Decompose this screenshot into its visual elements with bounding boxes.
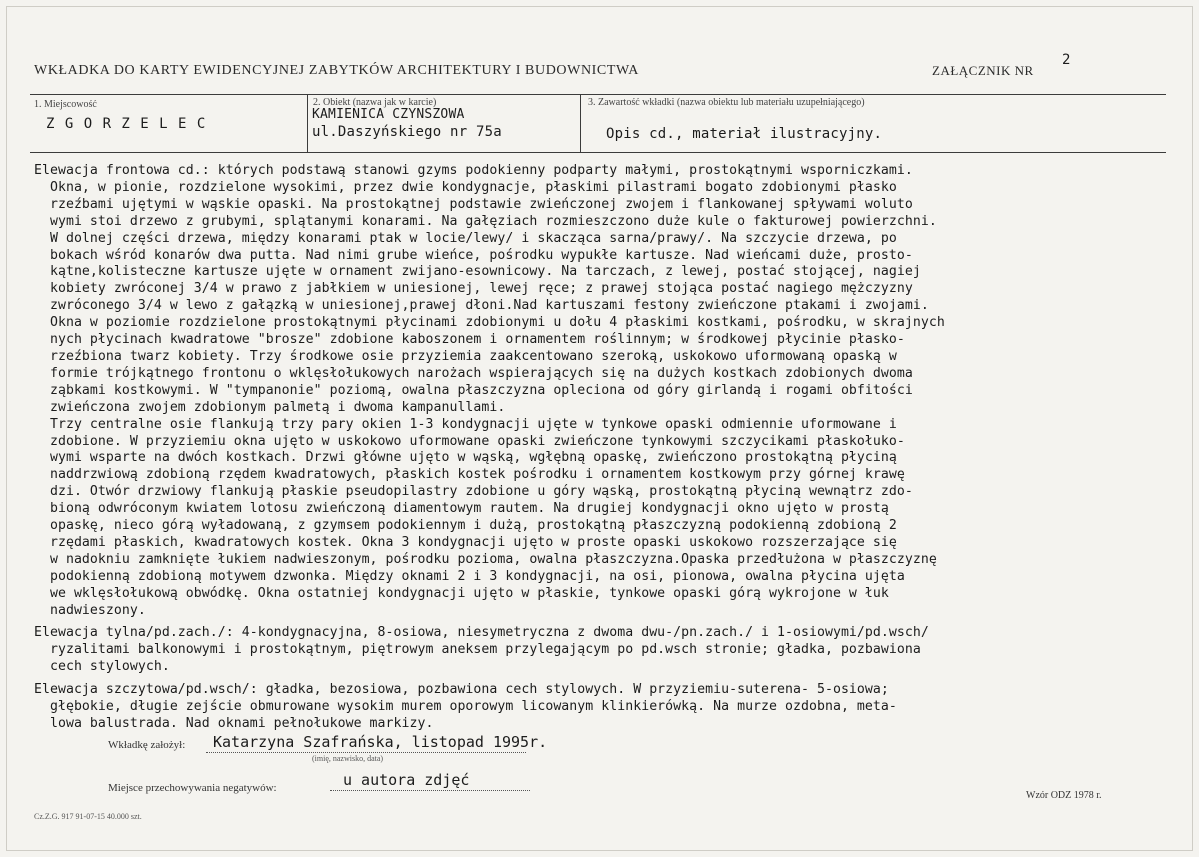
body-line: wymi wsparte na dwóch kostkach. Drzwi główne ujęto w wąską, wgłębną opaskę, zwieńczono prostokątną płyciną	[34, 450, 897, 466]
body-line: kobiety zwróconej 3/4 w prawo z jabłkiem w uniesionej, lewej ręce; z prawej stojąca postać nagiego mężczyzny	[34, 281, 913, 297]
body-line: nadwieszony.	[34, 602, 146, 618]
object-value-line2: ul.Daszyńskiego nr 75a	[312, 124, 502, 140]
body-line: cech stylowych.	[34, 659, 170, 675]
body-line: formie trójkątnego frontonu o wklęsłołukowych narożach wspierających się na dużych kostkach zdobionych dwoma	[34, 365, 913, 381]
body-line: rzeźbami ujętymi w wąskie opaski. Na prostokątnej podstawie zwieńczonej zwojem i flankowanej spływami woluto	[34, 196, 913, 212]
object-label: 2. Obiekt (nazwa jak w karcie)	[313, 97, 437, 108]
body-line: we wklęsłołukową obwódkę. Okna ostatniej kondygnacji ujęto w płaskie, tynkowe opaski górą wykrojone w łuk	[34, 585, 889, 601]
negatives-label: Miejsce przechowywania negatywów:	[108, 782, 277, 794]
body-line: Okna, w pionie, rozdzielone wysokimi, przez dwie kondygnacje, płaskimi pilastrami bogato zdobionymi płasko	[34, 179, 897, 195]
negatives-value: u autora zdjęć	[343, 771, 470, 789]
body-line: dzi. Otwór drzwiowy flankują płaskie pseudopilastry zdobione u góry wąską, prostokątną płyciną wewnątrz zdo-	[34, 484, 913, 500]
description-body	[34, 163, 1164, 733]
body-line: Elewacja tylna/pd.zach./: 4-kondygnacyjna, 8-osiowa, niesymetryczna z dwoma dwu-/pn.zach./ i 1-osiowymi/pd.wsch/	[34, 625, 929, 641]
object-value-line1: KAMIENICA CZYNSZOWA	[312, 107, 465, 122]
body-line: rzeźbiona twarz kobiety. Trzy środkowe osie przyziemia zaakcentowano szeroką, uskokowo uformowaną opaską w	[34, 348, 897, 364]
content-value: Opis cd., materiał ilustracyjny.	[606, 126, 883, 142]
body-line: bioną odwróconym kwiatem lotosu zwieńczoną diamentowym rautem. Na drugiej kondygnacji okno ujęto w prostą	[34, 501, 889, 517]
body-line: Trzy centralne osie flankują trzy pary okien 1-3 kondygnacji ujęte w tynkowe opaski odmiennie uformowane i	[34, 416, 897, 432]
body-line: zdobione. W przyziemiu okna ujęto w uskokowo uformowane opaski zwieńczone tynkowymi szczycikami płaskołuko-	[34, 433, 905, 449]
body-line: kątne,kolisteczne kartusze ujęte w ornament zwijano-esownicowy. Na tarczach, z lewej, postać stojącej, nagiej	[34, 264, 921, 280]
place-label: 1. Miejscowość	[34, 99, 97, 110]
body-line: ząbkami kostkowymi. W "tympanonie" poziomą, owalna płaszczyzna opleciona od góry girlandą i rogami obfitości	[34, 382, 913, 398]
body-line: Okna w poziomie rozdzielone prostokątnymi płycinami zdobionymi u dołu 4 płaskimi kostkami, pośrodku, w skrajnych	[34, 315, 945, 331]
body-line: zwróconego 3/4 w lewo z gałązką w uniesionej,prawej dłoni.Nad kartuszami festony zwieńczone ptakami i zwojami.	[34, 298, 929, 314]
body-line: W dolnej części drzewa, między konarami ptak w locie/lewy/ i skacząca sarna/prawy/. Na szczycie drzewa, po	[34, 230, 897, 246]
fields-top-rule	[30, 94, 1166, 95]
body-line: zwieńczona zwojem zdobionym palmetą i dwoma kampanullami.	[34, 399, 506, 415]
body-line: Elewacja frontowa cd.: których podstawą stanowi gzyms podokienny podparty małymi, prostokątnymi wsporniczkami.	[34, 163, 913, 178]
body-line: nych płycinach kwadratowe "brosze" zdobione kaboszonem i ornamentem roślinnym; w środkowej płycinie płasko-	[34, 332, 905, 348]
annex-number: 2	[1062, 52, 1071, 68]
body-line: lowa balustrada. Nad oknami pełnołukowe markizy.	[34, 716, 434, 731]
body-line: ryzalitami balkonowymi i prostokątnym, piętrowym aneksem przylegającym po pd.wsch stronie; gładka, pozbawiona	[34, 642, 921, 658]
annex-label: ZAŁĄCZNIK NR	[932, 63, 1034, 78]
print-code: Cz.Z.G. 917 91-07-15 40.000 szt.	[34, 812, 142, 821]
author-label: Wkładkę założył:	[108, 739, 186, 751]
place-value: Z G O R Z E L E C	[46, 116, 207, 132]
fields-divider-2	[580, 94, 581, 152]
body-line: opaskę, nieco górą wyładowaną, z gzymsem podokiennym i dużą, prostokątną płaszczyzną podokienną zdobioną 2	[34, 518, 897, 534]
content-label: 3. Zawartość wkładki (nazwa obiektu lub materiału uzupełniającego)	[588, 97, 865, 108]
body-line: Elewacja szczytowa/pd.wsch/: gładka, bezosiowa, pozbawiona cech stylowych. W przyziemiu-suterena- 5-osiowa;	[34, 682, 889, 698]
body-line: podokienną zdobioną motywem dzwonka. Między oknami 2 i 3 kondygnacji, na osi, pionowa, owalna płycina ujęta	[34, 568, 905, 584]
negatives-dotline	[330, 790, 530, 791]
body-line: rzędami płaskich, kwadratowych kostek. Okna 3 kondygnacji ujęto w proste opaski uskokowo rozszerzające się	[34, 534, 897, 550]
author-value: Katarzyna Szafrańska, listopad 1995r.	[213, 733, 548, 751]
body-line: głębokie, długie zejście obmurowane wysokim murem oporowym licowanym klinkierówką. Na murze ozdobna, meta-	[34, 699, 897, 715]
author-dotline	[206, 752, 526, 753]
body-line: bokach wśród konarów dwa putta. Nad nimi grube wieńce, pośrodku wypukłe kartusze. Nad wieńcami duże, prosto-	[34, 247, 913, 263]
author-hint: (imię, nazwisko, data)	[312, 754, 384, 763]
body-line: wymi stoi drzewo z grubymi, splątanymi konarami. Na gałęziach rozmieszczono duże kule o fakturowej powierzchni.	[34, 213, 937, 229]
fields-divider-1	[307, 94, 308, 152]
form-title: WKŁADKA DO KARTY EWIDENCYJNEJ ZABYTKÓW ARCHITEKTURY I BUDOWNICTWA	[34, 63, 639, 78]
fields-bottom-rule	[30, 152, 1166, 153]
body-line: w nadokniu zamknięte łukiem nadwieszonym, pośrodku pozioma, owalna płaszczyzna.Opaska przedłużona w płaszczyznę	[34, 551, 937, 567]
body-line: naddrzwiową zdobioną rzędem kwadratowych, płaskich kostek pośrodku i ornamentem kostkowym przy górnej krawę	[34, 467, 905, 483]
pattern-label: Wzór ODZ 1978 r.	[1026, 790, 1102, 801]
